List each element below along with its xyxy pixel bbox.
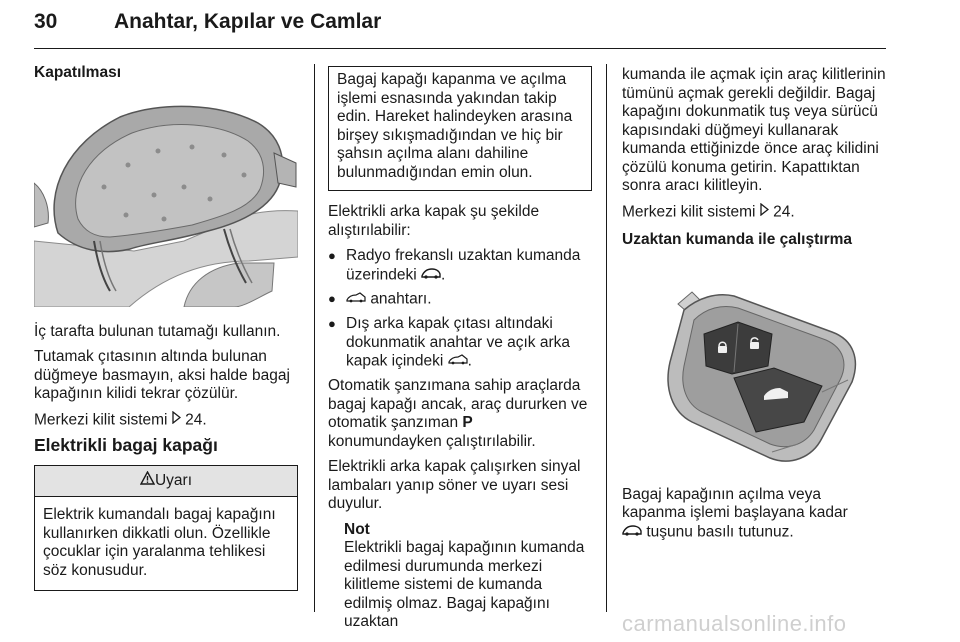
- page-header: [34, 10, 381, 34]
- note-text: Elektrikli bagaj kapağının kumanda edilmesi durumunda merkezi kilitleme sistemi de kumanda edilmiş olmaz. Bagaj kapağını uzaktan: [344, 539, 585, 631]
- header-rule: [34, 48, 886, 49]
- watermark: carmanualsonline.info: [622, 611, 847, 636]
- paragraph-hold-button: Bagaj kapağının açılma veya kapanma işlemi başlayana kadar tuşunu basılı tutunuz.: [622, 485, 848, 541]
- list-item: ● Dış arka kapak çıtası altındaki dokunmatik anahtar ve açık arka kapak içindeki .: [328, 315, 592, 371]
- car-rear-icon: [622, 523, 642, 542]
- column-2: [328, 66, 592, 632]
- car-rear-icon: [421, 266, 441, 285]
- paragraph-central-lock-ref: Merkezi kilit sistemi 24.: [34, 410, 207, 428]
- warning-header: [35, 466, 297, 498]
- heading-power-tailgate: Elektrikli bagaj kapağı: [34, 435, 218, 456]
- paragraph-central-lock-ref: Merkezi kilit sistemi 24.: [622, 202, 795, 220]
- warning-text: Elektrik kumandalı bagaj kapağını kullanırken dikkatli olun. Özellikle çocuklar için yaralanma tehlikesi söz konusudur.: [43, 506, 276, 579]
- column-3: [622, 66, 888, 549]
- warning-title: Uyarı: [154, 471, 193, 489]
- warning-box: [34, 465, 298, 592]
- column-divider-1: [314, 64, 315, 612]
- paragraph-operation-intro: Elektrikli arka kapak şu şekilde alıştırılabilir:: [328, 203, 540, 239]
- page-title: Anahtar, Kapılar ve Camlar: [114, 10, 382, 33]
- car-open-tailgate-icon: [448, 352, 468, 371]
- paragraph-use-handle: İç tarafta bulunan tutamağı kullanın.: [34, 322, 281, 340]
- page-reference-icon: [760, 203, 769, 222]
- operation-methods-list: [328, 247, 592, 371]
- remote-key-figure: [622, 262, 884, 474]
- column-1: [34, 64, 298, 591]
- paragraph-remote-unlock: kumanda ile açmak için araç kilitlerinin tümünü açmak gerekli değildir. Bagaj kapağını dokunmatik tuş veya sürücü kapısındaki düğmeyi kullanarak kumanda ettiğinizde önce araç kilidini çözülü konuma getirin. Kapattıktan sonra aracı kilitleyin.: [622, 66, 886, 194]
- list-item: ● Radyo frekanslı uzaktan kumanda üzerindeki .: [328, 247, 592, 284]
- page-reference-icon: [172, 411, 181, 430]
- note-block: [328, 521, 592, 632]
- page-number: 30: [34, 10, 58, 33]
- tailgate-interior-figure: [34, 91, 298, 307]
- note-title: Not: [344, 520, 370, 538]
- warning-triangle-icon: [140, 471, 155, 491]
- paragraph-signal-lamps: Elektrikli arka kapak çalışırken sinyal lambaları yanıp söner ve uyarı sesi duyulur.: [328, 458, 581, 513]
- subheading-closing: Kapatılması: [34, 64, 122, 81]
- heading-remote-operation: Uzaktan kumanda ile çalıştırma: [622, 231, 853, 249]
- caution-box: Bagaj kapağı kapanma ve açılma işlemi esnasında yakından takip edin. Hareket halindeyken arasına birşey sıkışmadığından ve hiç bir şahsın açılma alanı dahiline bulunmadığından emin olun.: [328, 66, 592, 191]
- car-open-tailgate-icon: [346, 290, 366, 309]
- paragraph-do-not-press: Tutamak çıtasının altında bulunan düğmeye basmayın, aksi halde bagaj kapağının kilidi tekrar çözülür.: [34, 348, 290, 402]
- paragraph-automatic-transmission: Otomatik şanzımana sahip araçlarda bagaj kapağı ancak, araç dururken ve otomatik şanzıman P konumundayken çalıştırılabilir.: [328, 377, 588, 450]
- list-item: ● anahtarı.: [328, 290, 592, 309]
- column-divider-2: [606, 64, 607, 612]
